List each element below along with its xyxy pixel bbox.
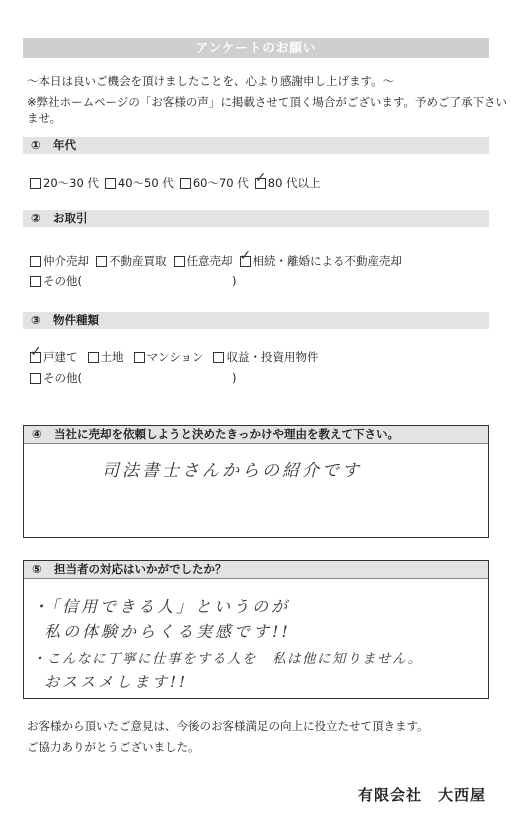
age-option-40-50[interactable]: 40～50 代 [105, 175, 174, 191]
checkbox[interactable] [30, 256, 41, 267]
checkmark-icon: ✓ [239, 247, 252, 264]
checkbox-checked[interactable] [239, 247, 252, 267]
property-option-land[interactable]: 土地 [88, 349, 124, 365]
property-option-other[interactable]: その他( ) [30, 370, 237, 386]
staff-answer-line-3: ・こんなに丁寧に仕事をする人を 私は他に知りません。 [32, 651, 423, 667]
checkbox[interactable] [30, 373, 41, 384]
checkbox[interactable] [180, 178, 191, 189]
staff-answer-line-4: おススメします!! [44, 673, 189, 691]
checkbox[interactable] [105, 178, 116, 189]
staff-answer-line-1: ・「信用できる人」というのが [32, 597, 291, 616]
staff-answer-box[interactable] [23, 560, 489, 699]
checkbox-checked[interactable] [254, 169, 267, 189]
property-other [30, 370, 237, 386]
intro-line-1: ～本日は良いご機会を頂けましたことを、心より感謝申し上げます。～ [27, 74, 395, 88]
checkbox-checked[interactable] [30, 343, 42, 363]
age-option-80-plus[interactable]: ✓ 80 代以上 [254, 169, 321, 190]
checkmark-icon: ✓ [254, 169, 267, 186]
age-option-20-30[interactable]: 20～30 代 [30, 175, 99, 191]
section-label: お取引 [53, 211, 88, 225]
staff-question-header [24, 561, 488, 579]
section-number: ① [31, 138, 41, 152]
section-label: 年代 [53, 138, 76, 152]
reason-answer-handwriting: 司法書士さんからの紹介です [102, 461, 362, 481]
section-age-header [23, 137, 489, 154]
age-option-60-70[interactable]: 60～70 代 [180, 175, 249, 191]
section-number: ⑤ [32, 562, 42, 576]
property-options [30, 343, 319, 365]
transaction-option-inheritance[interactable]: ✓ 相続・離婚による不動産売却 [239, 247, 402, 268]
transaction-option-voluntary[interactable]: 任意売却 [174, 253, 233, 269]
property-option-investment[interactable]: 収益・投資用物件 [213, 349, 318, 365]
intro-line-2: ※弊社ホームページの「お客様の声」に掲載させて頂く場合がございます。予めご了承下さいませ。 [27, 95, 507, 125]
section-label: 担当者の対応はいかがでしたか？ [54, 562, 227, 576]
checkbox[interactable] [96, 256, 107, 267]
transaction-option-brokerage[interactable]: 仲介売却 [30, 253, 89, 269]
transaction-option-buyout[interactable]: 不動産買取 [96, 253, 167, 269]
checkbox[interactable] [30, 178, 41, 189]
footer-line-2: ご協力ありがとうございました。 [27, 740, 200, 754]
transaction-other [30, 273, 237, 289]
survey-title: アンケートのお願い [23, 38, 489, 58]
checkbox[interactable] [213, 352, 224, 363]
reason-answer-box[interactable] [23, 425, 489, 538]
reason-question-header [24, 426, 488, 444]
property-option-mansion[interactable]: マンション [134, 349, 204, 365]
section-number: ② [31, 211, 41, 225]
section-label: 物件種類 [53, 313, 99, 327]
company-name: 有限会社 大西屋 [357, 786, 486, 804]
transaction-option-other[interactable]: その他( ) [30, 273, 237, 289]
section-transaction-header [23, 210, 489, 227]
staff-answer-line-2: 私の体験からくる実感です!! [44, 622, 291, 641]
checkmark-icon: ✓ [30, 343, 42, 360]
section-number: ④ [32, 427, 42, 441]
section-label: 当社に売却を依頼しようと決めたきっかけや理由を教えて下さい。 [54, 427, 399, 441]
checkbox[interactable] [30, 276, 41, 287]
checkbox[interactable] [134, 352, 145, 363]
checkbox[interactable] [88, 352, 99, 363]
checkbox[interactable] [174, 256, 185, 267]
property-option-house[interactable]: ✓ 戸建て [30, 343, 78, 364]
transaction-options [30, 247, 402, 269]
footer-line-1: お客様から頂いたご意見は、今後のお客様満足の向上に役立たせて頂きます。 [27, 719, 429, 733]
section-property-header [23, 312, 489, 329]
age-options [30, 169, 321, 191]
section-number: ③ [31, 313, 41, 327]
